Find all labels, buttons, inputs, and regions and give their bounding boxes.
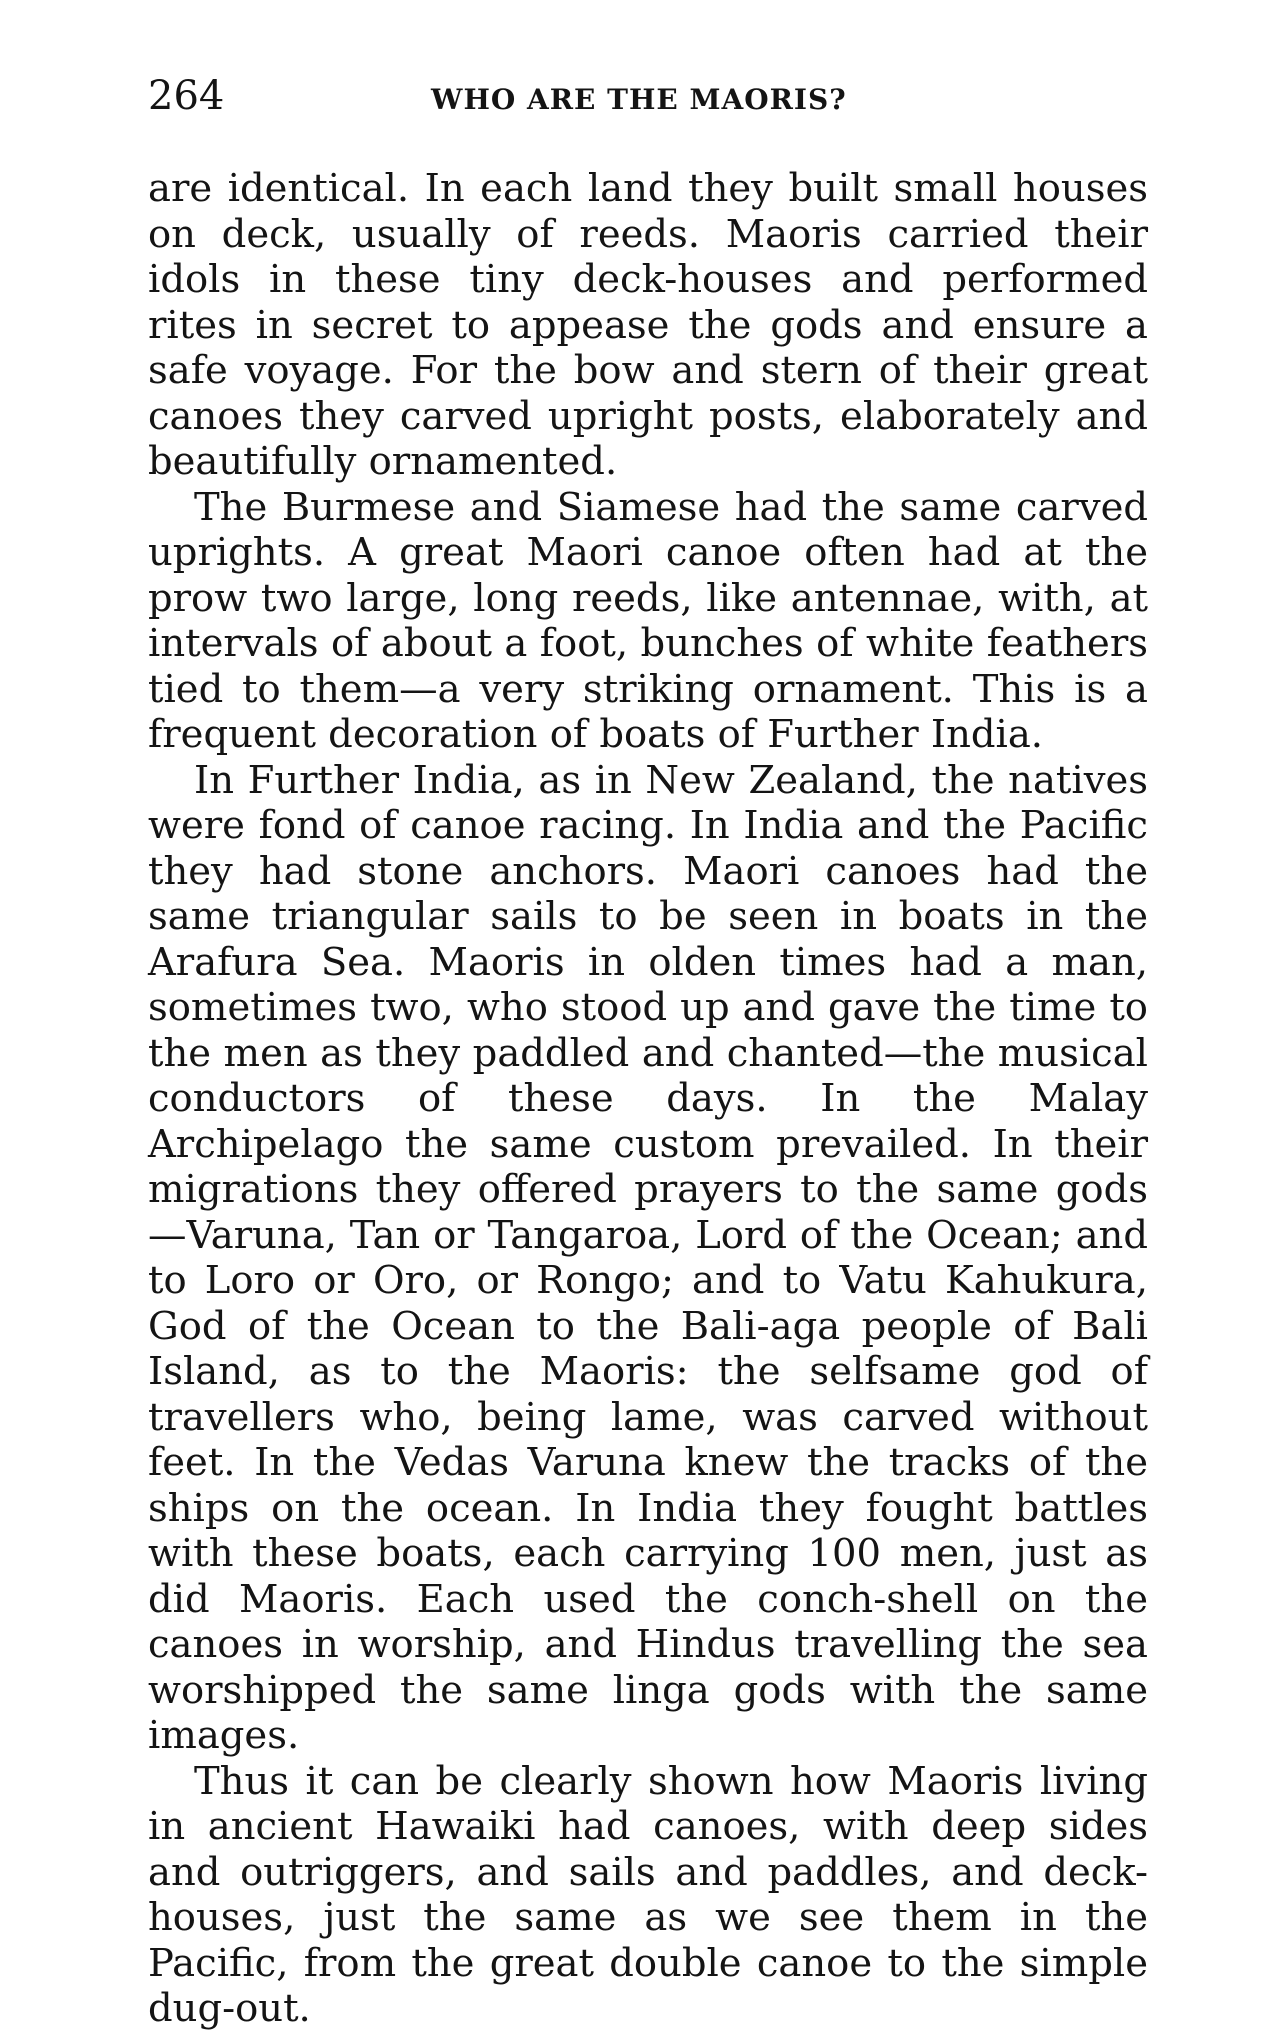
paragraph-continued: are identical. In each land they built small houses on deck, usually of reeds. Maoris carried their idols in these tiny deck-houses and performed rites in secret to appease the gods and ensure a safe voyage. For the bow and stern of their great canoes they carved upright posts, elaborately and beautifully ornamented. xyxy=(148,166,1148,484)
book-page xyxy=(148,72,1148,2031)
running-title: WHO ARE THE MAORIS? xyxy=(431,83,847,116)
paragraph-further-india: In Further India, as in New Zealand, the natives were fond of canoe racing. In India and the Pacific they had stone anchors. Maori canoes had the same triangular sails to be seen in boats in the Arafura Sea. Maoris in olden times had a man, sometimes two, who stood up and gave the time to the men as they paddled and chanted—the musical conductors of these days. In the Malay Archipelago the same custom prevailed. In their migrations they offered prayers to the same gods—Varuna, Tan or Tangaroa, Lord of the Ocean; and to Loro or Oro, or Rongo; and to Vatu Kahukura, God of the Ocean to the Bali-aga people of Bali Island, as to the Maoris: the selfsame god of travellers who, being lame, was carved without feet. In the Vedas Varuna knew the tracks of the ships on the ocean. In India they fought battles with these boats, each carrying 100 men, just as did Maoris. Each used the conch-shell on the canoes in worship, and Hindus travelling the sea worshipped the same linga gods with the same images. xyxy=(148,757,1148,1758)
paragraph-carved-uprights: The Burmese and Siamese had the same carved uprights. A great Maori canoe often had at the prow two large, long reeds, like antennae, with, at intervals of about a foot, bunches of white feathers tied to them—a very striking ornament. This is a frequent decoration of boats of Further India. xyxy=(148,484,1148,757)
body-text xyxy=(148,166,1148,2032)
page-header xyxy=(148,72,1148,132)
paragraph-conclusion: Thus it can be clearly shown how Maoris living in ancient Hawaiki had canoes, with deep sides and outriggers, and sails and paddles, and deck-houses, just the same as we see them in the Pacific, from the great double canoe to the simple dug-out. xyxy=(148,1758,1148,2031)
page-number: 264 xyxy=(148,73,225,119)
